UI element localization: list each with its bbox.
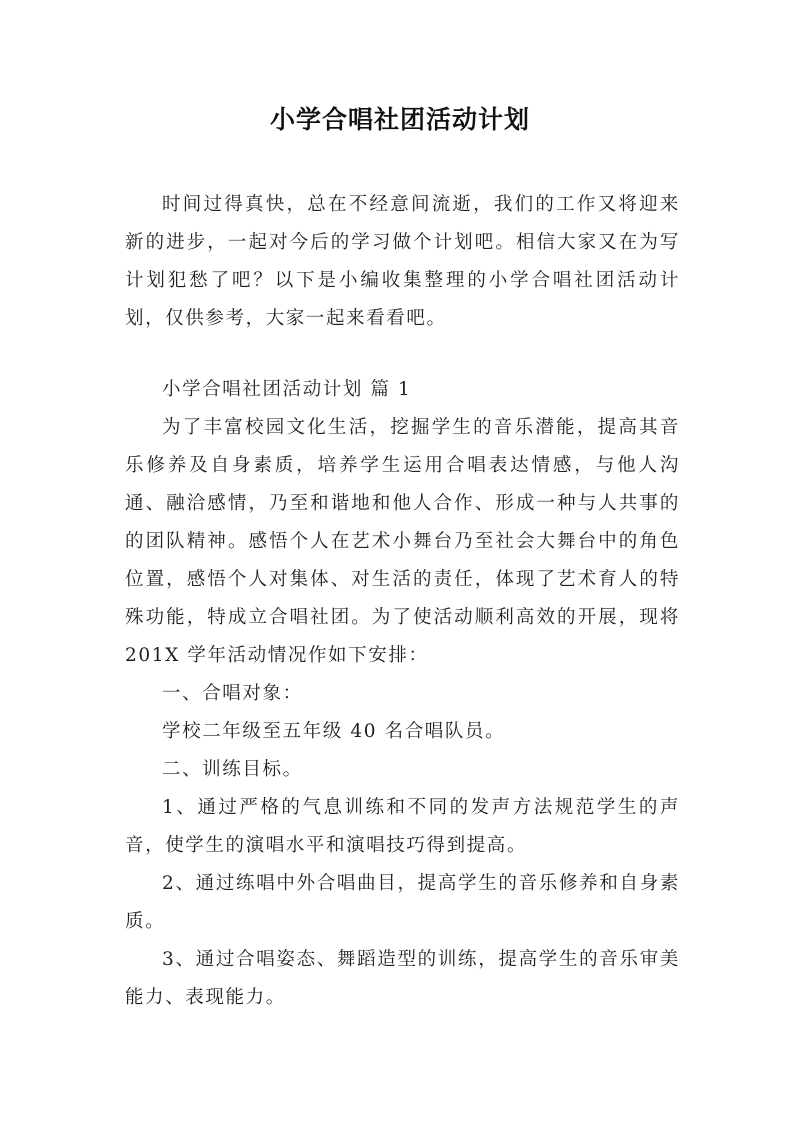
- section-heading: 小学合唱社团活动计划 篇 1: [162, 379, 412, 400]
- main-block: [125, 371, 680, 1017]
- page-title: 小学合唱社团活动计划: [269, 105, 530, 134]
- body-paragraph: 学校二年级至五年级 40 名合唱队员。: [162, 721, 506, 742]
- intro-block: [125, 186, 680, 338]
- body-paragraph: 二、训练目标。: [162, 759, 303, 780]
- body-paragraph: 为了丰富校园文化生活，挖掘学生的音乐潜能，提高其音乐修养及自身素质，培养学生运用合唱表达情感，与他人沟通、融洽感情，乃至和谐地和他人合作、形成一种与人共事的的团队精神。感悟个人在艺术小舞台乃至社会大舞台中的角色位置，感悟个人对集体、对生活的责任，体现了艺术育人的特殊功能，特成立合唱社团。为了使活动顺利高效的开展，现将 201X 学年活动情况作如下安排：: [125, 417, 680, 666]
- intro-paragraph: 时间过得真快，总在不经意间流逝，我们的工作又将迎来新的进步，一起对今后的学习做个计划吧。相信大家又在为写计划犯愁了吧？以下是小编收集整理的小学合唱社团活动计划，仅供参考，大家一起来看看吧。: [125, 194, 680, 329]
- body-paragraph: 2、通过练唱中外合唱曲目，提高学生的音乐修养和自身素质。: [125, 873, 680, 932]
- body-paragraph: 1、通过严格的气息训练和不同的发声方法规范学生的声音，使学生的演唱水平和演唱技巧得到提高。: [125, 797, 680, 856]
- body-paragraph: 一、合唱对象：: [162, 683, 303, 704]
- body-paragraph: 3、通过合唱姿态、舞蹈造型的训练，提高学生的音乐审美能力、表现能力。: [125, 949, 680, 1008]
